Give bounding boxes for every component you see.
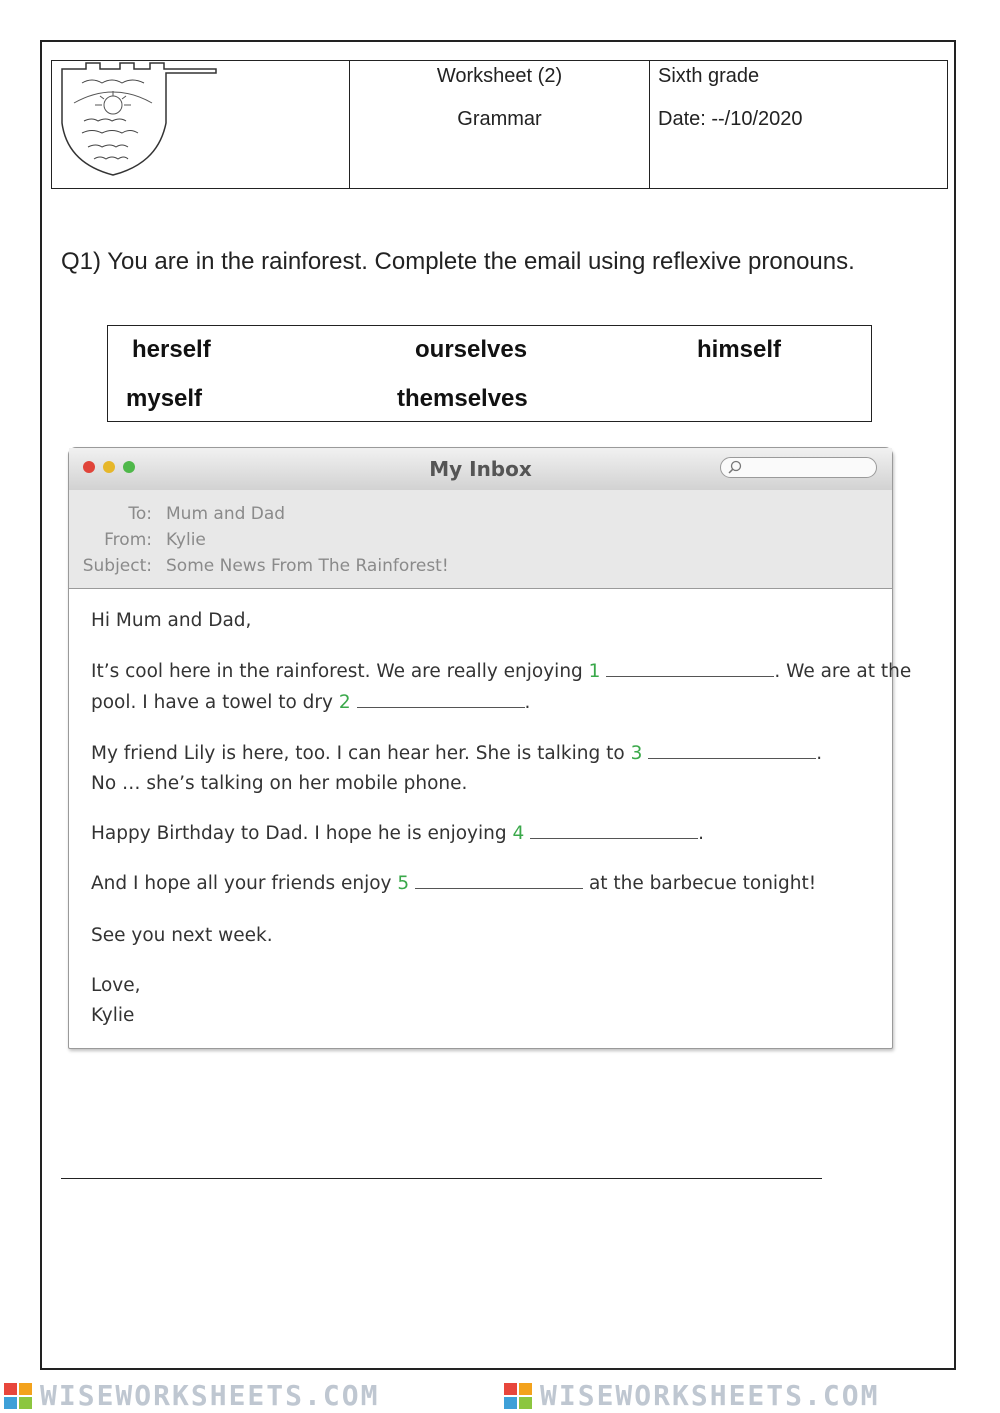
worksheet-logo-icon bbox=[504, 1383, 534, 1409]
search-input[interactable] bbox=[720, 457, 877, 478]
email-line-6 bbox=[91, 873, 816, 894]
window-title: My Inbox bbox=[429, 457, 532, 481]
watermark-text-2: WISEWORKSHEETS.COM bbox=[540, 1379, 880, 1412]
word-himself: himself bbox=[697, 336, 782, 363]
date-label: Date: --/10/2020 bbox=[658, 108, 803, 130]
info-cell bbox=[650, 61, 947, 188]
word-herself: herself bbox=[132, 336, 211, 363]
text-part: My friend Lily is here, too. I can hear her. She is talking to bbox=[91, 743, 631, 764]
email-line-1 bbox=[91, 661, 911, 682]
text-part: It’s cool here in the rainforest. We are really enjoying bbox=[91, 661, 589, 682]
answer-blank-1[interactable] bbox=[606, 662, 774, 677]
question-text: Q1) You are in the rainforest. Complete the email using reflexive pronouns. bbox=[61, 248, 855, 275]
from-value: Kylie bbox=[166, 530, 206, 550]
gap-number-2: 2 bbox=[338, 692, 351, 713]
email-closing-1: See you next week. bbox=[91, 925, 273, 946]
gap-number-3: 3 bbox=[630, 743, 643, 764]
email-closing-2: Love, bbox=[91, 975, 141, 996]
text-part: pool. I have a towel to dry bbox=[91, 692, 339, 713]
answer-blank-3[interactable] bbox=[648, 744, 816, 759]
answer-blank-5[interactable] bbox=[415, 874, 583, 889]
text-part: And I hope all your friends enjoy bbox=[91, 873, 398, 894]
email-line-2 bbox=[91, 692, 530, 713]
text-part: . bbox=[524, 692, 531, 713]
grade-label: Sixth grade bbox=[658, 65, 760, 87]
email-header-fields bbox=[69, 490, 892, 589]
answer-blank-2[interactable] bbox=[357, 693, 525, 708]
text-part: at the barbecue tonight! bbox=[583, 873, 817, 894]
email-line-4: No … she’s talking on her mobile phone. bbox=[91, 773, 468, 794]
subject-value: Some News From The Rainforest! bbox=[166, 556, 449, 576]
worksheet-logo-icon bbox=[4, 1383, 34, 1409]
gap-number-4: 4 bbox=[512, 823, 525, 844]
from-label: From: bbox=[104, 530, 152, 550]
to-label: To: bbox=[128, 504, 152, 524]
worksheet-title: Worksheet (2) bbox=[436, 65, 563, 87]
title-cell bbox=[350, 61, 650, 188]
text-part: . bbox=[698, 823, 705, 844]
footer-watermark bbox=[0, 1379, 1000, 1413]
word-myself: myself bbox=[126, 385, 203, 412]
email-line-3 bbox=[91, 743, 822, 764]
word-box bbox=[107, 325, 872, 422]
to-value: Mum and Dad bbox=[166, 504, 286, 524]
watermark-text-1: WISEWORKSHEETS.COM bbox=[40, 1379, 380, 1412]
gap-number-1: 1 bbox=[588, 661, 601, 682]
word-themselves: themselves bbox=[397, 385, 528, 412]
subject-field-label: Subject: bbox=[82, 556, 152, 576]
window-titlebar bbox=[69, 448, 892, 491]
answer-line bbox=[61, 1178, 822, 1179]
text-part: Happy Birthday to Dad. I hope he is enjoying bbox=[91, 823, 513, 844]
email-window bbox=[68, 447, 912, 1049]
text-part: . bbox=[816, 743, 823, 764]
gap-number-5: 5 bbox=[397, 873, 410, 894]
search-icon bbox=[727, 460, 743, 476]
answer-blank-4[interactable] bbox=[530, 824, 698, 839]
email-signature: Kylie bbox=[91, 1005, 135, 1026]
header-table bbox=[51, 60, 948, 189]
email-greeting: Hi Mum and Dad, bbox=[91, 610, 252, 631]
logo-cell bbox=[52, 61, 350, 188]
text-part: . We are at the bbox=[774, 661, 912, 682]
word-ourselves: ourselves bbox=[415, 336, 528, 363]
email-line-5 bbox=[91, 823, 704, 844]
subject-label: Grammar bbox=[457, 108, 542, 130]
school-logo bbox=[60, 63, 220, 181]
